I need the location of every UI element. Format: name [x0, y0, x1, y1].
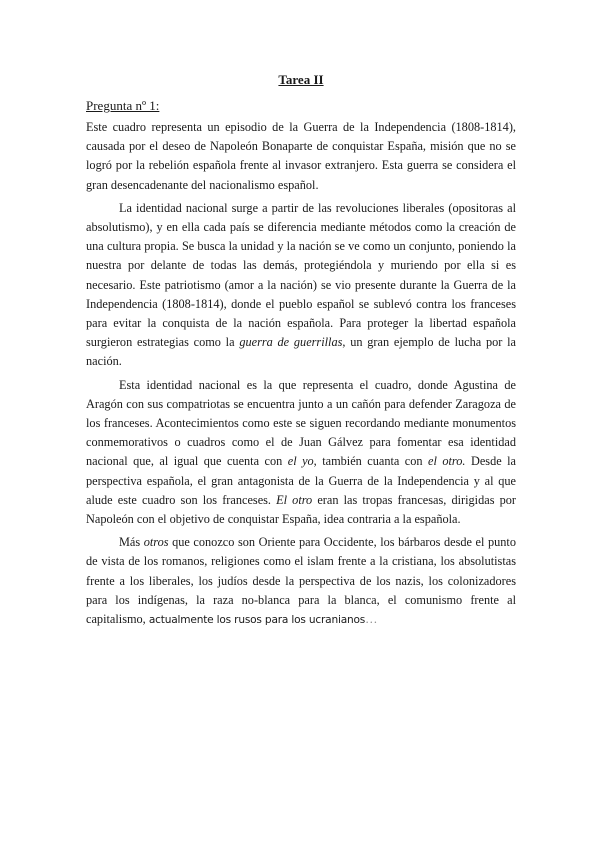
document-page — [86, 70, 516, 634]
paragraph-4-text-b: que conozco son Oriente para Occidente, los bárbaros desde el punto de vista de los romanos, religiones como el islam frente a la cristiana, los absolutistas frente a los liberales, los judíos desde la perspectiva de los nazis, los colonizadores para los indígenas, la raza no-blanca para la blanca, el comunismo frente al capitalismo, — [86, 535, 516, 627]
paragraph-1 — [86, 118, 516, 195]
paragraph-4-text-a: Más — [119, 535, 144, 550]
paragraph-4-last-phrase: actualmente los rusos para los ucranianos — [148, 614, 366, 627]
paragraph-4-ellipsis: … — [365, 612, 378, 627]
paragraph-3-emphasis-el-otro: El otro — [276, 492, 313, 507]
paragraph-3-text-b: , también cuanta con — [313, 454, 429, 469]
paragraph-3-text-d: eran las tropas francesas, dirigidas por Napoleón con el objetivo de conquistar España, idea contraria a la española. — [86, 492, 516, 527]
paragraph-4 — [86, 533, 516, 630]
paragraph-3 — [86, 376, 516, 530]
paragraph-2 — [86, 199, 516, 372]
paragraph-3-text-c: Desde la perspectiva española, el gran antagonista de la Guerra de la Independencia y al que alude este cuadro son los franceses. — [86, 454, 516, 507]
document-title: Tarea II — [278, 72, 324, 87]
paragraph-3-emphasis-otro: el otro. — [428, 454, 466, 469]
paragraph-1-text: Este cuadro representa un episodio de la Guerra de la Independencia (1808-1814), causada por el deseo de Napoleón Bonaparte de conquistar España, misión que no se logró por la rebelión española frente al invasor extranjero. Esta guerra se considera el gran desencadenante del nacionalismo español. — [86, 120, 516, 192]
paragraph-2-emphasis: guerra de guerrillas — [239, 335, 343, 350]
paragraph-4-emphasis: otros — [143, 535, 169, 550]
paragraph-2-text-a: La identidad nacional surge a partir de las revoluciones liberales (opositoras al absolutismo), y en ella cada país se diferencia mediante métodos como la creación de una cultura propia. Se busca la unidad y la nación se ve como un conjunto, poniendo la nuestra por delante de todas las demás, protegiéndola y muriendo por ella si es necesario. Este patriotismo (amor a la nación) se vio presente durante la Guerra de la Independencia (1808-1814), donde el pueblo español se sublevó contra los franceses para evitar la conquista de la nación española. Para proteger la libertad española surgieron estrategias como la — [86, 200, 516, 350]
paragraph-3-text-a: Esta identidad nacional es la que representa el cuadro, donde Agustina de Aragón con sus compatriotas se encuentra junto a un cañón para defender Zaragoza de los franceses. Acontecimientos como este se siguen recordando mediante monumentos conmemorativos o cuadros como el de Juan Gálvez para fomentar esa identidad nacional que, al igual que cuenta con — [86, 377, 516, 469]
question-label: Pregunta nº 1: — [86, 98, 160, 113]
paragraph-3-emphasis-yo: el yo — [287, 454, 314, 469]
paragraph-2-text-b: , un gran ejemplo de lucha por la nación. — [86, 335, 516, 369]
